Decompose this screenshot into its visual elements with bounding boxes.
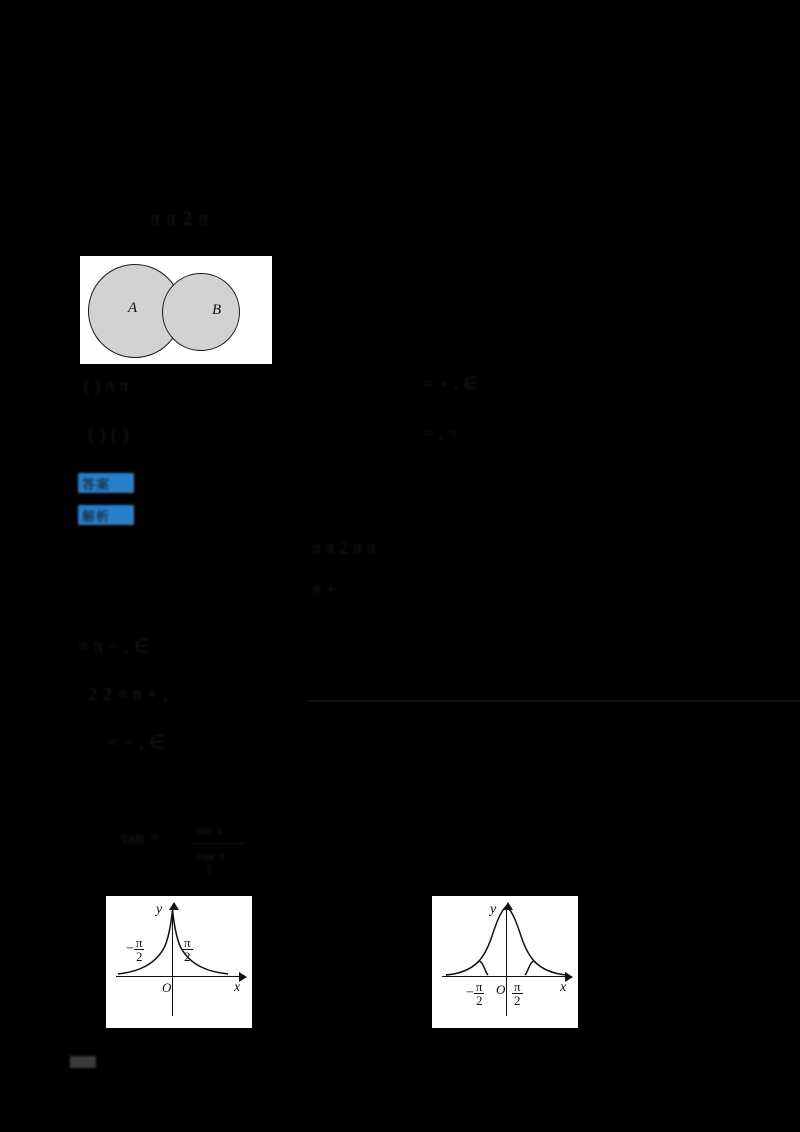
venn-label-b: B [212,302,222,318]
body-equation-1: = π − , ∈ [78,636,151,656]
tick-left-den: 2 [134,949,145,963]
inline-marker: · [278,608,283,622]
tangent-sub-term: 2 [206,862,213,876]
tick-right-num-right: π [514,979,521,994]
venn-label-a: A [128,300,138,316]
horizontal-divider [306,700,800,702]
tangent-numerator: sin x [196,822,224,837]
tick-right-den: 2 [182,949,193,963]
y-label-left: y [156,902,163,917]
figure-left-marker: · · [74,295,79,317]
origin-label-right: O [496,982,506,997]
graph-figure-left [106,896,252,1028]
curve-right [432,896,578,1028]
option-line-a: ( ) π π [84,376,129,395]
venn-circle-b [162,273,240,351]
tick-left-den-right: 2 [474,993,485,1007]
body-equation-3: = − , ∈ [108,732,166,752]
centered-equation-2: π + [312,580,336,599]
option-line-d: = , = [424,424,459,443]
x-label-left: x [234,980,241,995]
graph-figure-right [432,896,578,1028]
tick-right-num: π [184,935,191,950]
option-line-b: = + , ∈ [424,374,479,393]
centered-equation-1: π π 2 π π [312,538,377,557]
analysis-chip: 解析 [78,505,134,525]
tick-left-num: π [135,935,143,950]
tick-neg-pi-over-2-left [126,936,144,963]
tick-right-den-right: 2 [512,993,523,1007]
tangent-definition: tan = [122,828,160,847]
tick-left-num-right: π [475,979,483,994]
tangent-fraction-bar [192,843,244,844]
origin-label-left: O [162,980,172,995]
venn-diagram-figure [80,256,272,364]
equation-line-top: π π 2 π [150,208,209,230]
option-line-c: ( ) ( ) [88,424,129,444]
minus-sign-left: − [126,941,134,957]
y-label-right: y [490,902,497,917]
tick-pos-pi-over-2-right [512,980,523,1007]
tick-neg-pi-over-2-right [466,980,484,1007]
tangent-denominator: cos x [196,848,226,863]
tick-pos-pi-over-2-left [182,936,193,963]
footer-page-marker [70,1056,96,1068]
answer-chip: 答案 [78,473,134,493]
x-label-right: x [560,980,567,995]
minus-sign-right: − [466,985,474,1001]
body-equation-2: 2 2 = π + , [88,684,168,704]
